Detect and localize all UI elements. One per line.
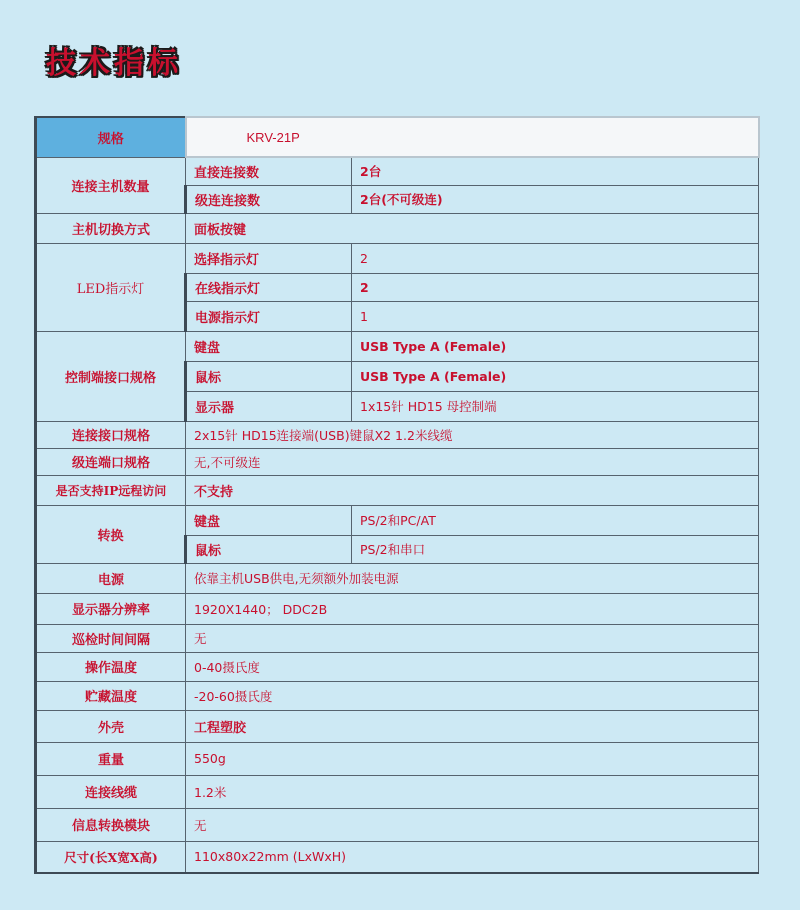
ip-access-label: 是否支持IP远程访问 — [36, 475, 186, 505]
op-temp-label: 操作温度 — [36, 652, 186, 681]
connect-port-label: 连接接口规格 — [36, 421, 186, 448]
cascade-connect-value: 2台(不可级连) — [352, 185, 759, 213]
table-row — [36, 652, 759, 681]
spec-header-label: 规格 — [36, 117, 186, 157]
switch-mode-value: 面板按键 — [186, 213, 759, 243]
housing-label: 外壳 — [36, 710, 186, 742]
size-label: 尺寸(长X宽X高) — [36, 841, 186, 873]
module-label: 信息转换模块 — [36, 808, 186, 841]
power-led-value: 1 — [352, 301, 759, 331]
online-led-value: 2 — [352, 273, 759, 301]
scan-interval-label: 巡检时间间隔 — [36, 624, 186, 652]
select-led-value: 2 — [352, 243, 759, 273]
console-monitor-value: 1x15针 HD15 母控制端 — [352, 391, 759, 421]
table-row — [36, 742, 759, 775]
cascade-port-value: 无,不可级连 — [186, 448, 759, 475]
table-row — [36, 710, 759, 742]
conversion-mouse-value: PS/2和串口 — [352, 535, 759, 563]
console-monitor-label: 显示器 — [186, 391, 352, 421]
online-led-label: 在线指示灯 — [186, 273, 352, 301]
weight-label: 重量 — [36, 742, 186, 775]
connect-port-value: 2x15针 HD15连接端(USB)键鼠X2 1.2米线缆 — [186, 421, 759, 448]
table-row — [36, 841, 759, 873]
model-name: KRV-21P — [186, 117, 759, 157]
conversion-keyboard-value: PS/2和PC/AT — [352, 505, 759, 535]
table-row — [36, 808, 759, 841]
weight-value: 550g — [186, 742, 759, 775]
cable-label: 连接线缆 — [36, 775, 186, 808]
console-keyboard-value: USB Type A (Female) — [352, 331, 759, 361]
table-row — [36, 421, 759, 448]
table-row — [36, 213, 759, 243]
table-row — [36, 475, 759, 505]
cascade-port-label: 级连端口规格 — [36, 448, 186, 475]
size-value: 110x80x22mm (LxWxH) — [186, 841, 759, 873]
housing-value: 工程塑胶 — [186, 710, 759, 742]
resolution-label: 显示器分辨率 — [36, 593, 186, 624]
cable-value: 1.2米 — [186, 775, 759, 808]
table-header-row — [36, 117, 759, 157]
table-row — [36, 775, 759, 808]
storage-temp-value: -20-60摄氏度 — [186, 681, 759, 710]
conversion-keyboard-label: 键盘 — [186, 505, 352, 535]
power-value: 依靠主机USB供电,无须额外加装电源 — [186, 563, 759, 593]
table-row — [36, 448, 759, 475]
table-row — [36, 563, 759, 593]
table-row — [36, 243, 759, 273]
ip-access-value: 不支持 — [186, 475, 759, 505]
console-mouse-label: 鼠标 — [186, 361, 352, 391]
scan-interval-value: 无 — [186, 624, 759, 652]
led-label: LED指示灯 — [36, 243, 186, 331]
conversion-label: 转换 — [36, 505, 186, 563]
table-row — [36, 593, 759, 624]
table-row — [36, 505, 759, 535]
console-keyboard-label: 键盘 — [186, 331, 352, 361]
table-row — [36, 681, 759, 710]
switch-mode-label: 主机切换方式 — [36, 213, 186, 243]
direct-connect-label: 直接连接数 — [186, 157, 352, 185]
module-value: 无 — [186, 808, 759, 841]
table-row — [36, 331, 759, 361]
power-label: 电源 — [36, 563, 186, 593]
resolution-value: 1920X1440； DDC2B — [186, 593, 759, 624]
console-mouse-value: USB Type A (Female) — [352, 361, 759, 391]
host-count-label: 连接主机数量 — [36, 157, 186, 213]
table-row — [36, 157, 759, 185]
op-temp-value: 0-40摄氏度 — [186, 652, 759, 681]
cascade-connect-label: 级连连接数 — [186, 185, 352, 213]
page-title: 技术指标 — [46, 46, 182, 81]
console-ports-label: 控制端接口规格 — [36, 331, 186, 421]
conversion-mouse-label: 鼠标 — [186, 535, 352, 563]
power-led-label: 电源指示灯 — [186, 301, 352, 331]
storage-temp-label: 贮藏温度 — [36, 681, 186, 710]
select-led-label: 选择指示灯 — [186, 243, 352, 273]
spec-table — [34, 116, 760, 874]
direct-connect-value: 2台 — [352, 157, 759, 185]
table-row — [36, 624, 759, 652]
